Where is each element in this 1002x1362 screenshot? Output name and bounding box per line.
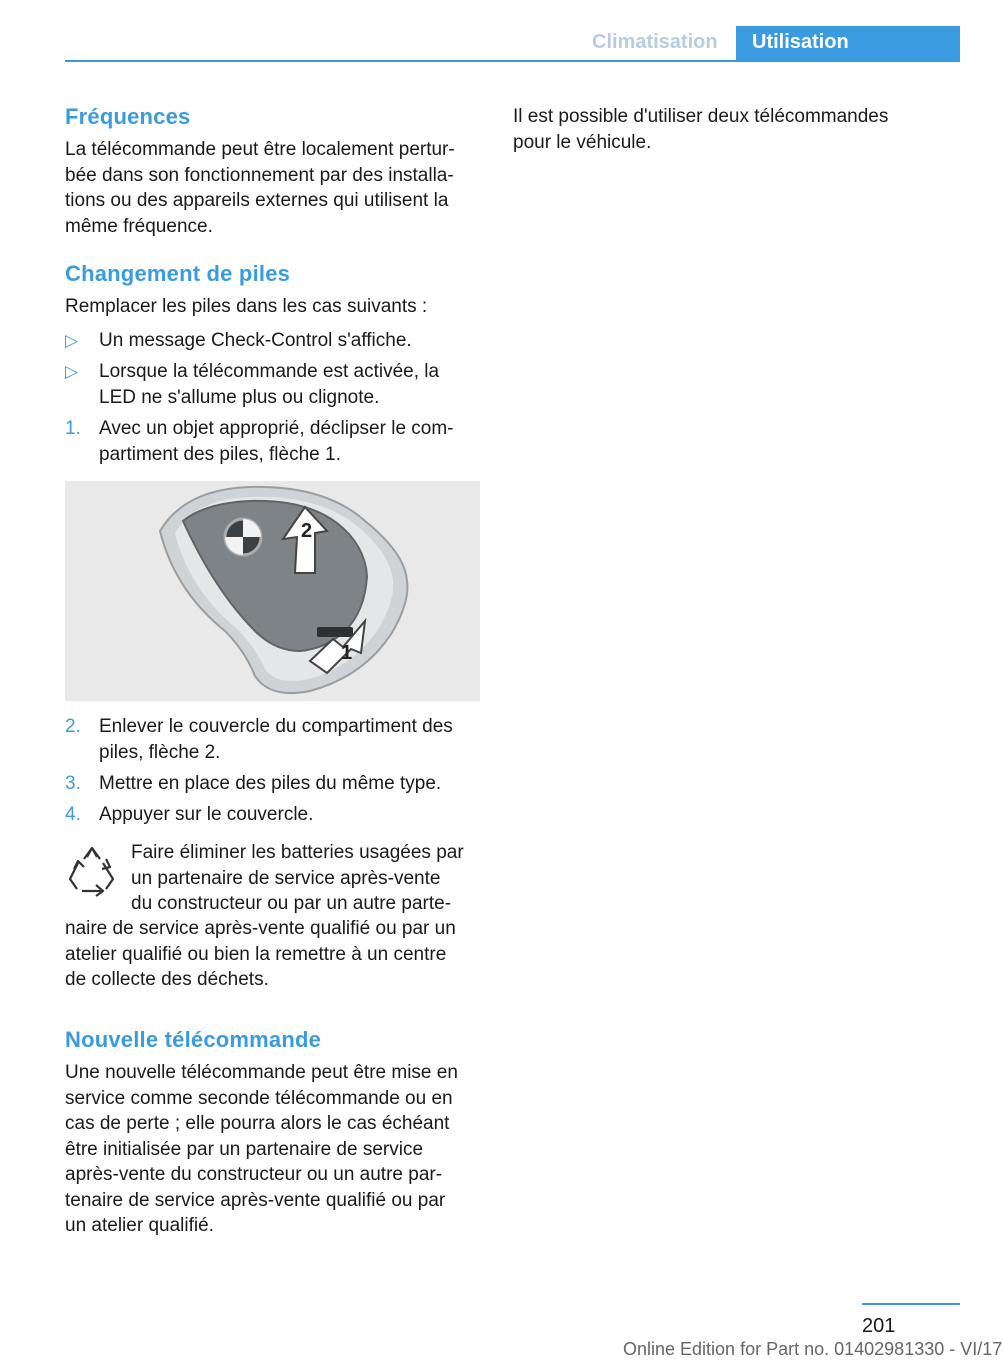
list-item-text: LED ne s'allume plus ou clignote. xyxy=(99,386,380,408)
header-chapter-tab: Utilisation xyxy=(736,26,960,62)
battery-intro: Remplacer les piles dans les cas suivants : xyxy=(65,296,428,317)
bullet-triangle-icon: ▷ xyxy=(65,362,79,381)
footer-edition: Online Edition for Part no. 01402981330 - VI/17 xyxy=(623,1339,1002,1359)
key-fob-illustration xyxy=(65,481,480,701)
bullet-triangle-icon: ▷ xyxy=(65,331,79,350)
key-fob-figure xyxy=(65,481,480,701)
step-number: 1. xyxy=(65,418,81,439)
recycle-note-bottom xyxy=(65,916,481,993)
new-remote-paragraph xyxy=(65,1060,481,1239)
section-title-new-remote: Nouvelle télécommande xyxy=(65,1027,322,1052)
new-remote-line: tenaire de service après-vente qualifié ou par xyxy=(65,1189,446,1211)
list-item-text: Mettre en place des piles du même type. xyxy=(99,773,442,794)
right-line: pour le véhicule. xyxy=(513,131,652,153)
recycle-line: atelier qualifié ou bien la remettre à un centre xyxy=(65,943,447,965)
new-remote-line: service comme seconde télécommande ou en xyxy=(65,1087,453,1109)
arrow-1-label: 1 xyxy=(341,642,353,664)
recycle-line: de collecte des déchets. xyxy=(65,969,269,990)
list-item-text: piles, flèche 2. xyxy=(99,741,221,763)
recycle-line: un partenaire de service après-vente xyxy=(131,867,441,889)
new-remote-line: être initialisée par un partenaire de service xyxy=(65,1138,424,1160)
list-item-text: Appuyer sur le couvercle. xyxy=(99,804,314,825)
freq-line: La télécommande peut être localement pertur‐ xyxy=(65,139,455,160)
recycle-line: Faire éliminer les batteries usagées par xyxy=(131,842,464,863)
step-number: 3. xyxy=(65,773,81,794)
page-number: 201 xyxy=(862,1315,896,1337)
footer-divider xyxy=(862,1303,960,1305)
recycle-note-top xyxy=(131,840,481,917)
freq-line: bée dans son fonctionnement par des installa‐ xyxy=(65,164,454,186)
arrow-2-label: 2 xyxy=(301,520,313,542)
freq-line: même fréquence. xyxy=(65,215,213,237)
new-remote-line: cas de perte ; elle pourra alors le cas échéant xyxy=(65,1113,450,1134)
freq-paragraph xyxy=(65,137,481,239)
recycle-icon xyxy=(66,845,118,897)
freq-line: tions ou des appareils externes qui utilisent la xyxy=(65,190,449,211)
list-item-text: Lorsque la télécommande est activée, la xyxy=(99,361,440,382)
step-number: 2. xyxy=(65,716,81,737)
section-title-frequences: Fréquences xyxy=(65,104,191,129)
recycle-line: du constructeur ou par un autre parte‐ xyxy=(131,893,452,914)
right-paragraph xyxy=(513,104,933,155)
new-remote-line: après-vente du constructeur ou un autre par‐ xyxy=(65,1164,443,1185)
new-remote-line: Une nouvelle télécommande peut être mise en xyxy=(65,1062,458,1083)
new-remote-line: un atelier qualifié. xyxy=(65,1215,214,1236)
step-number: 4. xyxy=(65,804,81,825)
list-item-text: Enlever le couvercle du compartiment des xyxy=(99,716,453,737)
right-line: Il est possible d'utiliser deux télécommandes xyxy=(513,106,889,127)
list-item-text: partiment des piles, flèche 1. xyxy=(99,443,341,465)
section-title-battery: Changement de piles xyxy=(65,261,291,286)
list-item-text: Un message Check-Control s'affiche. xyxy=(99,330,412,351)
header-divider xyxy=(65,60,960,62)
header-section-title: Climatisation xyxy=(592,31,718,53)
list-item-text: Avec un objet approprié, déclipser le com‐ xyxy=(99,418,454,439)
recycle-line: naire de service après-vente qualifié ou par un xyxy=(65,918,456,939)
